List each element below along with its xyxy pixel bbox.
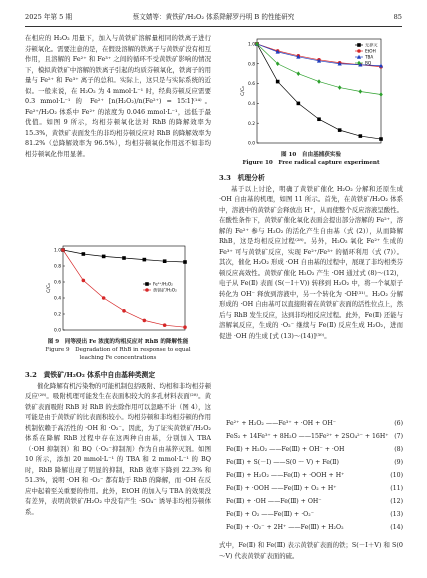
paragraph-radical-species: 催化降解有机污染物的可能机制包括吸附、均相和非均相芬顿反应⁽²⁸⁾。吸附机理可能发生在表面积较大的多孔材料表面⁽²⁸⁾。黄铁矿表面吸附 RhB 对 RhB 的去除作用可以忽略不计（图 4），这可能是由于黄铁矿的比表面积较小。均相芬顿和非均相芬顿的作用机制依赖于高活性的 ·OH 和 ·O₂⁻。因此，为了证实黄铁矿/H₂O₂ 体系在降解 RhB 过程中存在这两种自由基，分别加入 TBA（·OH 抑制剂）和 BQ（·O₂⁻抑制剂）作为自由基猝灭剂。如图 10 所示，添加 20 mmol·L⁻¹ 的 TBA 和 2 mmol·L⁻¹ 的 BQ 时，RhB 降解出现了明显的抑制，RhB 效率下降到 22.3% 和 51.3%，说明 ·OH 和 ·O₂⁻ 都有助于 RhB 的降解，而 ·OH 在反应中起着至关重要的作用。此外，EtOH 的加入与 TBA 的效果没有差异，表明黄铁矿/H₂O₂ 中没有产生 ·SO₄⁻ 诱导非均相芬顿体系。 <box>25 381 211 516</box>
data-point <box>82 252 86 256</box>
equation-11 <box>226 483 403 494</box>
legend <box>143 282 177 294</box>
figure-10-chart <box>219 33 403 151</box>
equation-expression: Fe(Ⅲ) + H₂O₂ ——Fe(Ⅱ) + ·OOH + H⁺ <box>226 472 345 479</box>
data-point <box>297 102 301 106</box>
paragraph-mechanism: 基于以上讨论，明确了黄铁矿催化 H₂O₂ 分解和还原生成 ·OH 自由基的机理，如图 11 所示。首先，在黄铁矿/H₂O₂ 体系中，溶液中的黄铁矿会释放出 H⁺，从而使整个反应溶液呈酸性。在酸性条件下，黄铁矿催化氧化表面会提出部分溶解的 Fe²⁺，溶解的 Fe²⁺ 参与 H₂O₂ 的活化产生自由基（式 (2)），从而降解 RhB，这是均相反应过程⁽²⁸⁾。另外，H₂O₂ 氧化 Fe²⁺ 生成的 Fe³⁺ 可与黄铁矿反应，实现 Fe²⁺/Fe³⁺ 的循环利用（式 (7)）。其次，催化 H₂O₂ 形成 ·OH 自由基的过程中，展现了非均相类芬顿反应高效性。黄铁矿催化 H₂O₂ 产生 ·OH 通过式 (8)～(12)，电子从 Fe(Ⅱ) 表面 (S(－Ⅰ＋Ⅴ)) 转移到 H₂O₂ 中，将一个氧原子转化为 OH⁻ 释放到溶液中，另一个转化为 ·OH⁽³¹⁾。H₂O₂ 分解形成的 ·OH 自由基可以直接附着在黄铁矿表面的活性位点上，然后与 RhB 发生反应，达到非均相反应过程。此外，Fe(Ⅱ) 还能与溶解氧反应，生成的 ·O₂⁻ 继续与 Fe(Ⅱ) 反应生成 H₂O₂，进而促进 ·OH 的生成 [式 (13)～(14)]⁽³⁰⁾。 <box>219 184 403 340</box>
data-point <box>338 128 342 132</box>
data-point <box>317 79 321 84</box>
equation-expression: Fe(Ⅱ) + ·OOH ——Fe(Ⅲ) + O₂ + H⁺ <box>226 485 337 492</box>
figure-10-caption-zh: 自由基捕获实验 <box>301 152 342 158</box>
figure-9-caption-en-1: Figure 9 Degradation of RhB in response to equal <box>45 347 191 353</box>
equation-13 <box>226 509 403 520</box>
legend-label: EtOH <box>365 48 376 54</box>
equation-expression: Fe(Ⅲ) + S(－Ⅰ) ——S(0 ～ Ⅴ) + Fe(Ⅱ) <box>226 459 339 466</box>
equation-expression: Fe²⁺ + H₂O₂ ——Fe³⁺ + ·OH + OH⁻ <box>226 420 337 427</box>
figure-9-caption-zh: 图 9 同等浸出 Fe 浓度的均相反应对 RhB 的降解性能 <box>47 339 189 345</box>
legend-label: Fe²⁺/H₂O₂ <box>153 281 173 287</box>
equation-7 <box>226 431 403 442</box>
equation-expression: Fe(Ⅱ) + ·O₂⁻ + 2H⁺ ——Fe(Ⅲ) + H₂O₂ <box>226 524 344 531</box>
data-point <box>357 43 361 47</box>
legend-label: 无猝灭 <box>365 42 378 48</box>
data-point <box>82 279 86 283</box>
series-0 <box>255 42 383 141</box>
y-tick-label: 0.4 <box>54 296 61 302</box>
figure-10-caption: 图 10 自由基捕获实验 Figure 10 Free radical capture experiment <box>242 152 380 166</box>
equation-number: (10) <box>390 472 403 479</box>
issue-label: 2025 年第 5 期 <box>25 13 73 21</box>
data-point <box>357 49 361 53</box>
figure-10-caption-en: Figure 10 Free radical capture experiment <box>242 160 380 166</box>
equation-12 <box>226 496 403 507</box>
data-point <box>359 134 363 138</box>
page-number: 85 <box>393 13 402 21</box>
y-tick-label: 0.2 <box>54 312 61 318</box>
y-axis-label: C/C₀ <box>241 86 246 96</box>
data-point <box>145 282 149 286</box>
figure-9-caption-en-2: leaching Fe concentrations <box>79 355 157 361</box>
y-tick-label: 1.0 <box>248 42 255 48</box>
equation-expression: Fe(Ⅲ) + ·OH ——Fe(Ⅲ) + OH⁻ <box>226 498 322 505</box>
data-point <box>145 288 149 292</box>
equation-number: (8) <box>394 446 403 453</box>
y-tick-label: 0.8 <box>248 62 255 68</box>
equation-number: (12) <box>390 498 403 505</box>
data-point <box>276 80 280 84</box>
equation-block <box>226 418 403 538</box>
y-tick-label: 1.0 <box>54 248 61 254</box>
data-point <box>317 117 321 121</box>
left-column <box>25 33 211 561</box>
y-tick-label: 0.6 <box>54 280 61 286</box>
running-header <box>25 11 402 23</box>
equation-6 <box>226 418 403 429</box>
equation-number: (9) <box>394 459 403 466</box>
data-point <box>183 325 187 329</box>
data-point <box>379 137 383 141</box>
figure-9 <box>25 240 211 338</box>
section-3-3-heading: 3.3 机理分析 <box>219 174 265 182</box>
equation-number: (6) <box>394 420 403 427</box>
data-point <box>163 323 167 327</box>
equation-number: (11) <box>390 485 403 492</box>
y-tick-label: 0.8 <box>54 264 61 270</box>
equation-9 <box>226 457 403 468</box>
plot-frame <box>257 39 381 143</box>
data-point <box>122 256 126 260</box>
figure-9-caption <box>25 338 211 362</box>
data-point <box>122 309 126 313</box>
article-running-title: 蔡文婧等：黄铁矿/H₂O₂ 体系降解罗丹明 B 的性能研究 <box>132 13 295 21</box>
right-column <box>219 33 403 394</box>
data-point <box>163 259 167 263</box>
y-tick-label: 0.0 <box>54 328 61 334</box>
data-point <box>143 319 147 323</box>
y-tick-label: 0.4 <box>248 101 255 107</box>
y-axis-label: C/C₀ <box>47 283 52 293</box>
paragraph-fig9-discussion: 在相应的 H₂O₂ 用量下，加入与黄铁矿溶解量相同的铁离子进行芬顿氧化。需要注意的是，在假设溶解的铁离子与黄铁矿没有相互作用，且溶解的 Fe²⁺ 和 Fe³⁺ 之间的循环不受黄铁矿影响的情况下，模拟黄铁矿中溶解的铁离子引起的均质芬顿氧化，铁离子的用量与 Fe²⁺ 和 Fe³⁺ 离子的总和。实际上，这只是与实际系统的近似。一般来说，在 H₂O₂ 为 4 mmol·L⁻¹ 时，经典芬顿反应需要 0.3 mmol·L⁻¹ 的 Fe²⁺ [n(H₂O₂)/n(Fe²⁺) = 15∶1]⁽¹⁴⁾。Fe²⁺/H₂O₂ 体系中 Fe²⁺ 的浓度为 0.046 mmol·L⁻¹，远低于最优值。如图 9 所示，均相芬顿氧化法对 RhB 的降解效率为 15.3%，黄铁矿表面发生的非均相芬顿反应对 RhB 的降解效率为 81.2%（总降解效率为 96.5%），均相芬顿氧化作用远不如非均相芬顿氧化作用显著。 <box>25 34 211 158</box>
series-0 <box>61 248 187 264</box>
section-3-2-heading: 3.2 黄铁矿/H₂O₂ 体系中自由基种类测定 <box>25 371 156 379</box>
data-point <box>359 89 363 94</box>
equation-expression: Fe(Ⅱ) + H₂O₂ ——Fe(Ⅲ) + OH⁻ + ·OH <box>226 446 345 453</box>
series-line <box>257 44 381 95</box>
data-point <box>297 71 301 76</box>
y-tick-label: 0.0 <box>248 141 255 147</box>
data-point <box>102 296 106 300</box>
legend <box>355 42 378 66</box>
data-point <box>102 255 106 259</box>
y-tick-label: 0.6 <box>248 82 255 88</box>
y-tick-label: 0.2 <box>248 121 255 127</box>
legend-label: TBA <box>365 54 374 60</box>
data-point <box>338 85 342 90</box>
header-rule <box>25 26 402 27</box>
equation-expression: FeS₂ + 14Fe³⁺ + 8H₂O ——15Fe²⁺ + 2SO₄²⁻ + 16H⁺ <box>226 433 389 440</box>
equation-14 <box>226 522 403 533</box>
figure-10 <box>219 33 403 151</box>
series-2 <box>255 42 383 68</box>
legend-label: BQ <box>365 60 372 66</box>
series-line <box>63 250 185 262</box>
figure-9-chart <box>25 240 211 338</box>
equation-notes: 式中，Fe(Ⅱ) 和 Fe(Ⅲ) 表示黄铁矿表面的铁；S(－Ⅰ＋Ⅴ) 和 S(0～Ⅴ) 代表黄铁矿表面的硫。 <box>219 541 403 560</box>
legend-label: 黄铁矿/H₂O₂ <box>153 287 177 293</box>
equation-10 <box>226 470 403 481</box>
data-point <box>61 248 65 252</box>
equation-number: (14) <box>390 524 403 531</box>
equation-number: (13) <box>390 511 403 518</box>
equation-expression: Fe(Ⅱ) + O₂ ——Fe(Ⅲ) + ·O₂⁻ <box>226 511 314 518</box>
data-point <box>379 92 383 97</box>
data-point <box>143 258 147 262</box>
data-point <box>183 260 187 264</box>
equation-number: (7) <box>394 433 403 440</box>
equation-8 <box>226 444 403 455</box>
